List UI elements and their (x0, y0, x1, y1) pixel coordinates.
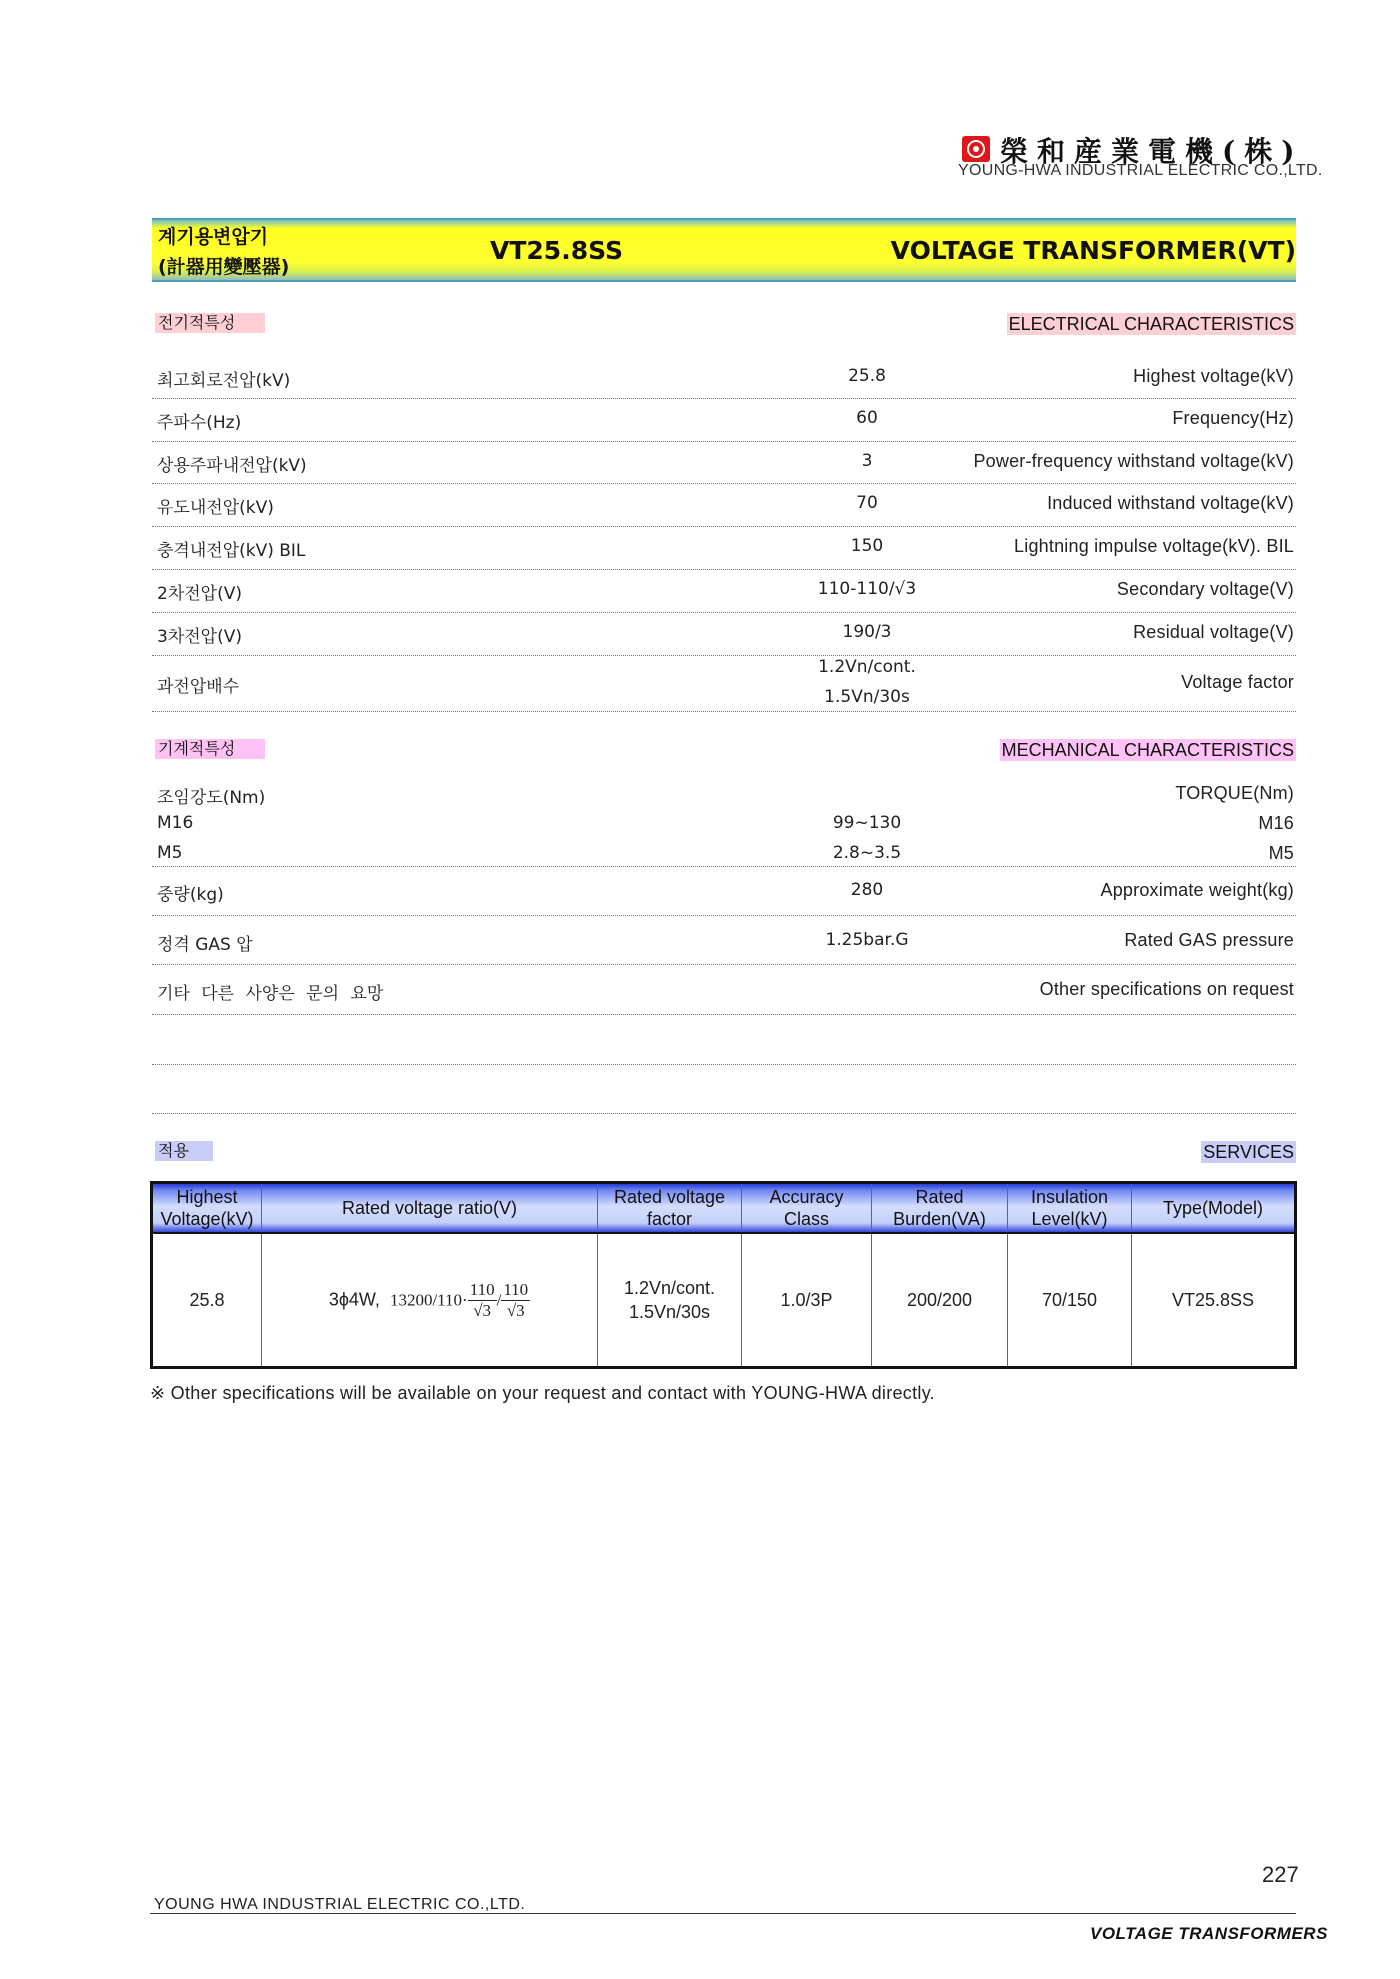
spec-label-kr: 과전압배수 (157, 677, 240, 697)
spec-value: 110-110/√3 (817, 579, 917, 599)
spec-value: 70 (856, 493, 878, 513)
col-rated-burden: Rated Burden(VA) (872, 1183, 1008, 1234)
torque-label-kr: 조임강도(Nm) (157, 788, 266, 808)
spec-row (152, 398, 1296, 442)
spec-label-kr: 3차전압(V) (157, 627, 242, 647)
torque-m5-label: M5 (157, 843, 183, 863)
spec-value: 280 (850, 880, 884, 900)
blank-row (152, 1064, 1296, 1114)
spec-label-en: Voltage factor (1181, 672, 1294, 692)
blank-row (152, 1014, 1296, 1065)
cell-voltage-ratio: 3ϕ4W, 13200/110· $\frac{110}{√3}$ / $\frac{110}{√3}$ (262, 1233, 598, 1368)
col-accuracy-class: Accuracy Class (742, 1183, 872, 1234)
col-insulation-level: Insulation Level(kV) (1008, 1183, 1132, 1234)
spec-row (152, 612, 1296, 656)
torque-m5-value: 2.8~3.5 (832, 843, 902, 863)
spec-label-en: Other specifications on request (1039, 979, 1294, 999)
footnote: ※ Other specifications will be available on your request and contact with YOUNG-HWA directly. (150, 1383, 935, 1403)
spec-label-kr: 2차전압(V) (157, 584, 242, 604)
banner-model: VT25.8SS (490, 236, 623, 265)
mechanical-header-kr: 기계적특성 (155, 739, 265, 759)
banner-title-en: VOLTAGE TRANSFORMER(VT) (890, 236, 1296, 265)
footer-section-title: VOLTAGE TRANSFORMERS (1090, 1924, 1328, 1943)
spec-row (152, 358, 1296, 399)
spec-value: 25.8 (848, 366, 886, 386)
torque-m16-value: 99~130 (832, 813, 902, 833)
spec-row (152, 655, 1296, 712)
torque-m5-label-en: M5 (1268, 843, 1294, 863)
spec-label-kr: 주파수(Hz) (157, 413, 242, 433)
ratio-fraction-2: $\frac{110}{√3}$ (503, 1279, 529, 1320)
spec-label-kr: 중량(kg) (157, 885, 224, 905)
col-rated-voltage-factor: Rated voltage factor (598, 1183, 742, 1234)
spec-label-en: Induced withstand voltage(kV) (1047, 493, 1294, 513)
col-highest-voltage: Highest Voltage(kV) (152, 1183, 262, 1234)
ratio-fraction-1: $\frac{110}{√3}$ (469, 1279, 495, 1320)
table-header-row (152, 1183, 1296, 1234)
torque-m16-label: M16 (157, 813, 194, 833)
company-name-cjk: 榮和産業電機(株) (1000, 135, 1304, 168)
spec-label-en: Secondary voltage(V) (1116, 579, 1294, 599)
services-header-en: SERVICES (1203, 1142, 1294, 1162)
cell-voltage-factor: 1.2Vn/cont. 1.5Vn/30s (598, 1233, 742, 1368)
torque-m16-label-en: M16 (1258, 813, 1294, 833)
spec-label-kr: 기타 다른 사양은 문의 요망 (157, 984, 384, 1004)
spec-value: 150 (850, 536, 884, 556)
col-rated-voltage-ratio: Rated voltage ratio(V) (262, 1183, 598, 1234)
spec-label-en: Rated GAS pressure (1124, 930, 1294, 950)
spec-row (152, 915, 1296, 965)
spec-row (152, 526, 1296, 570)
spec-label-en: Frequency(Hz) (1172, 408, 1294, 428)
cell-type-model: VT25.8SS (1132, 1233, 1296, 1368)
electrical-header-kr: 전기적특성 (155, 313, 265, 333)
col-type-model: Type(Model) (1132, 1183, 1296, 1234)
mechanical-header-en: MECHANICAL CHARACTERISTICS (1001, 740, 1294, 760)
spec-row (152, 866, 1296, 916)
spec-value: 60 (856, 408, 878, 428)
company-name-en: YOUNG-HWA INDUSTRIAL ELECTRIC CO.,LTD. (958, 162, 1323, 179)
footer-divider (150, 1913, 1296, 1914)
spec-label-en: Highest voltage(kV) (1133, 366, 1294, 386)
cell-insulation-level: 70/150 (1008, 1233, 1132, 1368)
spec-label-kr: 유도내전압(kV) (157, 498, 274, 518)
cell-highest-voltage: 25.8 (152, 1233, 262, 1368)
spec-label-en: Approximate weight(kg) (1100, 880, 1294, 900)
page-number: 227 (1262, 1862, 1299, 1887)
spec-label-en: Lightning impulse voltage(kV). BIL (1014, 536, 1294, 556)
services-table (150, 1181, 1297, 1369)
spec-label-kr: 최고회로전압(kV) (157, 371, 291, 391)
torque-row (152, 780, 1296, 867)
services-header-kr: 적용 (155, 1141, 213, 1161)
cell-rated-burden: 200/200 (872, 1233, 1008, 1368)
company-logo-icon (962, 136, 990, 162)
spec-row (152, 441, 1296, 484)
spec-row (152, 964, 1296, 1015)
spec-row (152, 483, 1296, 527)
spec-label-kr: 정격 GAS 압 (157, 935, 253, 955)
footer-company: YOUNG HWA INDUSTRIAL ELECTRIC CO.,LTD. (154, 1896, 526, 1913)
spec-value: 1.25bar.G (825, 930, 909, 950)
electrical-header-en: ELECTRICAL CHARACTERISTICS (1008, 314, 1294, 334)
torque-label-en: TORQUE(Nm) (1175, 783, 1294, 803)
banner-title-hanja: (計器用變壓器) (158, 256, 290, 278)
spec-label-kr: 상용주파내전압(kV) (157, 456, 307, 476)
spec-label-en: Power-frequency withstand voltage(kV) (973, 451, 1294, 471)
spec-value: 190/3 (842, 622, 892, 642)
cell-accuracy-class: 1.0/3P (742, 1233, 872, 1368)
table-row (152, 1233, 1296, 1368)
spec-label-en: Residual voltage(V) (1133, 622, 1294, 642)
spec-label-kr: 충격내전압(kV) BIL (157, 541, 306, 561)
banner-title-kr: 계기용변압기 (158, 226, 269, 248)
spec-value: 3 (861, 451, 873, 471)
spec-row (152, 569, 1296, 613)
spec-value: 1.2Vn/cont. (818, 657, 916, 677)
spec-value-secondary: 1.5Vn/30s (824, 687, 910, 707)
